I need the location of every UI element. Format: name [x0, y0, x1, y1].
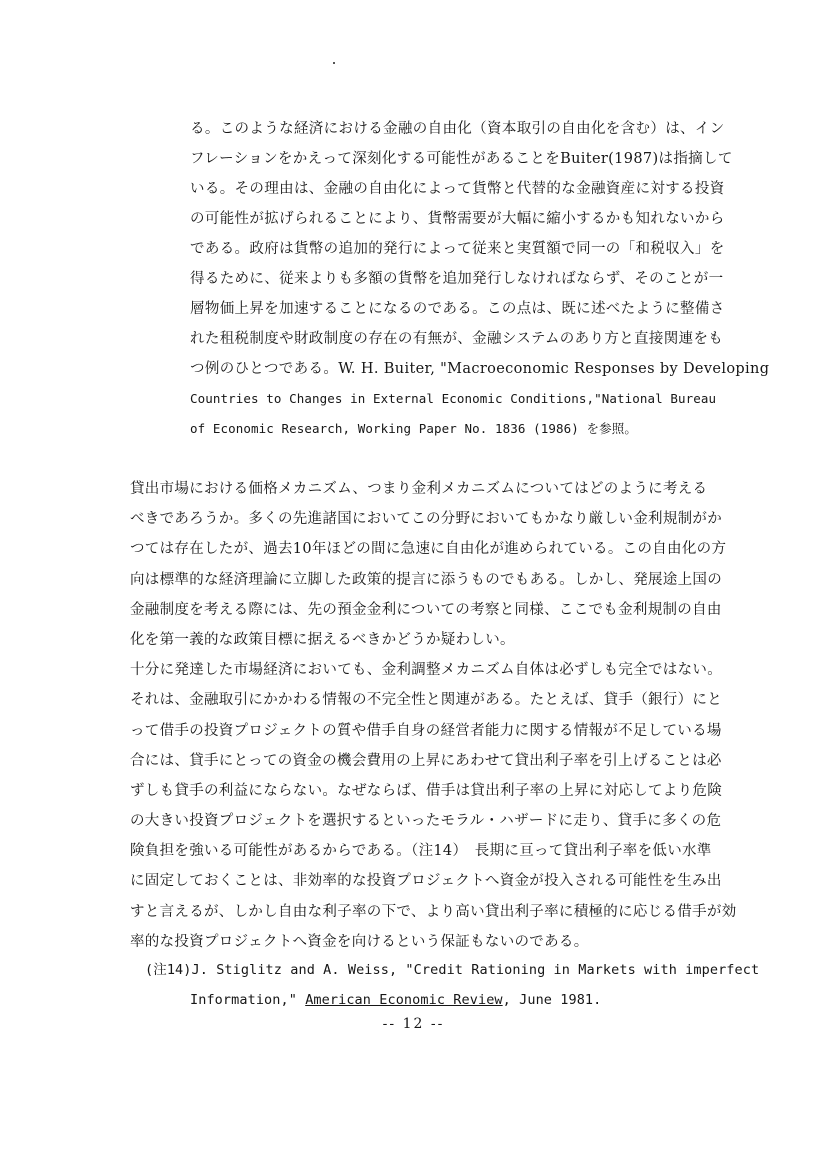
body-line: 率的な投資プロジェクトへ資金を向けるという保証もないのである。	[130, 933, 589, 950]
citation-suffix: , June 1981.	[502, 992, 602, 1008]
body-line: って借手の投資プロジェクトの質や借手自身の経営者能力に関する情報が不足している場	[130, 722, 722, 739]
body-line: それは、金融取引にかかわる情報の不完全性と関連がある。たとえば、貸手（銀行）にと	[130, 692, 722, 709]
body-line: べきであろうか。多くの先進諸国においてこの分野においてもかなり厳しい金利規制がか	[130, 511, 722, 528]
body-line: つては存在したが、過去10年ほどの間に急速に自由化が進められている。この自由化の方	[130, 541, 727, 558]
scan-speck	[333, 62, 335, 64]
body-line: 化を第一義的な政策目標に据えるべきかどうか疑わしい。	[130, 631, 515, 648]
footnote-line: いる。その理由は、金融の自由化によって貨幣と代替的な金融資産に対する投資	[190, 181, 725, 197]
footnote-line: of Economic Research, Working Paper No. 1836 (1986) を参照。	[190, 421, 637, 436]
body-line: の大きい投資プロジェクトを選択するといったモラル・ハザードに走り、貸手に多くの危	[130, 813, 722, 830]
body-text	[130, 474, 742, 957]
footnote-line: 層物価上昇を加速することになるのである。この点は、既に述べたように整備さ	[190, 301, 725, 317]
journal-title: American Economic Review	[305, 992, 503, 1008]
footnote-14-line2	[145, 985, 745, 1015]
footnote-line: フレーションをかえって深刻化する可能性があることをBuiter(1987)は指摘して	[190, 151, 733, 167]
body-line: ずしも貸手の利益にならない。なぜならば、借手は貸出利子率の上昇に対応してより危険	[130, 782, 722, 799]
footnote-line: つ例のひとつである。W. H. Buiter, "Macroeconomic Responses by Developing	[190, 361, 770, 377]
body-line: に固定しておくことは、非効率的な投資プロジェクトへ資金が投入される可能性を生み出	[130, 873, 722, 890]
body-line: すと言えるが、しかし自由な利子率の下で、より高い貸出利子率に積極的に応じる借手が効	[130, 903, 737, 920]
body-line: 合には、貸手にとっての資金の機会費用の上昇にあわせて貸出利子率を引上げることは必	[130, 752, 722, 769]
body-line: 向は標準的な経済理論に立脚した政策的提言に添うものでもある。しかし、発展途上国の	[130, 571, 722, 588]
citation-prefix: Information,"	[190, 992, 306, 1008]
body-line: 金融制度を考える際には、先の預金金利についての考察と同様、ここでも金利規制の自由	[130, 601, 722, 618]
footnote-continuation	[190, 114, 770, 444]
footnote-line: Countries to Changes in External Economic Conditions,"National Bureau	[190, 391, 717, 406]
footnote-line: る。このような経済における金融の自由化（資本取引の自由化を含む）は、イン	[190, 121, 725, 137]
footnote-line: れた租税制度や財政制度の存在の有無が、金融システムのあり方と直接関連をも	[190, 331, 724, 347]
footnote-14-line1: (注14)J. Stiglitz and A. Weiss, "Credit Rationing in Markets with imperfect	[145, 962, 760, 978]
footnote-line: の可能性が拡げられることにより、貨幣需要が大幅に縮小するかも知れないから	[190, 211, 725, 227]
footnote-line: 得るために、従来よりも多額の貨幣を追加発行しなければならず、そのことが一	[190, 271, 724, 287]
footnote-line: である。政府は貨幣の追加的発行によって従来と実質額で同一の「和税収入」を	[190, 241, 725, 257]
body-line: 貸出市場における価格メカニズム、つまり金利メカニズムについてはどのように考える	[130, 481, 708, 497]
body-line: 険負担を強いる可能性があるからである。（注14） 長期に亘って貸出利子率を低い水準	[130, 843, 712, 860]
body-line: 十分に発達した市場経済においても、金利調整メカニズム自体は必ずしも完全ではない。	[130, 662, 722, 679]
page-number: -- 12 --	[382, 1016, 445, 1032]
footnote-14	[145, 955, 760, 1015]
